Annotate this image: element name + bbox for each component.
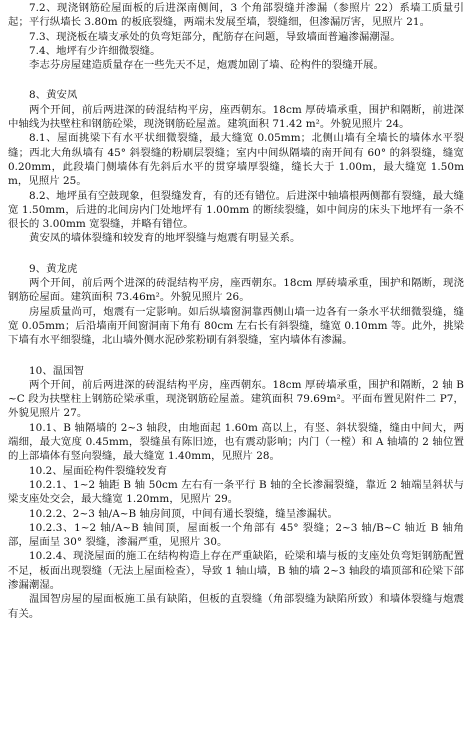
section-heading: 8、黄安凤 [29,89,78,102]
section-gap [8,72,464,88]
paragraph: 李志芬房屋建造质量存在一些先天不足，炮震加剧了墙、砼构件的裂缝开展。 [29,59,384,72]
paragraph: 10.2.4、现浇屋面的施工在结构构造上存在严重缺陷，砼梁和墙与板的支座处负弯矩钢筋配置不足，板面出现裂缝（无法上屋面检查），导致 1 轴山墙，B 轴的墙 2~3 轴段的墙顶部和砼梁下部渗漏潮湿。 [8,550,464,591]
paragraph: 7.4、地坪有少许细微裂缝。 [29,44,161,57]
paragraph: 7.2、现浇钢筋砼屋面板的后进深南侧间，3 个角部裂缝并渗漏（参照片 22）系墙工质量引起；平行纵墙长 3.80m 的板底裂缝，两端未发展至墙，裂缝细，但渗漏厉害，见照片 21。 [8,2,464,29]
paragraph: 两个开间，前后两进深的砖混结构平房，座西朝东。18cm 厚砖墙承重，围护和隔断，2 轴 B~C 段为扶壁柱上钢筋砼梁承重，现浇钢筋砼屋盖。建筑面积 79.69m²。平面布置见附件二 P7，外貌见照片 27。 [8,378,464,420]
paragraph: 7.3、现浇板在墙支承处的负弯矩部分，配筋存在问题，导致墙面普遍渗漏潮湿。 [29,30,401,43]
section-heading: 10、温国智 [29,364,85,377]
paragraph: 10.1、B 轴隔墙的 2~3 轴段，由地面起 1.60m 高以上，有竖、斜状裂缝，缝由中间大，两端细，最大宽度 0.45mm，裂缝虽有陈旧迹，也有震动影响；内门（一樘）和 A 轴墙的 2 轴位置的上部墙体有竖向裂缝，最大缝宽 1.40mm，见照片 28。 [8,421,464,463]
paragraph: 房屋质量尚可，炮震有一定影响。如后纵墙窗洞靠西侧山墙一边各有一条水平状细微裂缝，缝宽 0.05mm；后沿墙南开间窗洞南下角有 80cm 左右长有斜裂缝，缝宽 0.10mm 等。此外，挑梁下墙有水平细裂缝，北山墙外侧水泥砂浆粉刷有斜裂缝，室内墙体有渗漏。 [8,305,464,347]
section-gap [8,246,464,262]
paragraph: 10.2.3、1~2 轴/A~B 轴间顶，屋面板一个角部有 45° 裂缝；2~3 轴/B~C 轴近 B 轴角部，屋面呈 30° 裂缝，渗漏严重，见照片 30。 [8,521,464,549]
paragraph: 10.2.1、1~2 轴距 B 轴 50cm 左右有一条平行 B 轴的全长渗漏裂缝，靠近 2 轴端呈斜状与梁支座处交会，最大缝宽 1.20mm，见照片 29。 [8,478,464,506]
section-gap [8,348,464,364]
paragraph: 10.2、屋面砼构件裂缝较发育 [29,464,168,477]
paragraph: 10.2.2、2~3 轴/A~B 轴房间顶，中间有通长裂缝，缝呈渗漏状。 [29,507,338,520]
paragraph: 8.1、屋面挑梁下有水平状细微裂缝，最大缝宽 0.05mm；北侧山墙有全墙长的墙体水平裂缝；西北大角纵墙有 45° 斜裂缝的粉刷层裂缝；室内中间纵隔墙的南开间有 60° 的斜裂缝，缝宽 0.20mm，此段墙门侧墙体有先斜后水平的贯穿墙厚裂缝，缝长大于 1.00m，最大缝宽 1.50mm，见照片 25。 [8,132,464,188]
paragraph: 黄安凤的墙体裂缝和较发育的地坪裂缝与炮震有明显关系。 [29,232,301,245]
section-heading: 9、黄龙虎 [29,262,78,275]
paragraph: 8.2、地坪虽有空鼓现象，但裂缝发育，有的还有错位。后进深中轴墙根两侧都有裂缝，最大缝宽 1.50mm，后进的北间房内门处地坪有 1.00mm 的断续裂缝，如中间房的床头下地坪有一条不很长的 3.00mm 宽裂缝，并略有错位。 [8,189,464,231]
paragraph: 温国智房屋的屋面板施工虽有缺陷，但板的直裂缝（角部裂缝为缺陷所致）和墙体裂缝与炮震有关。 [8,593,464,620]
paragraph: 两个开间，前后两进深的砖混结构平房，座西朝东。18cm 厚砖墙承重，围护和隔断，前进深中轴线为扶壁柱和钢筋砼梁，现浇钢筋砼屋盖。建筑面积 71.42 m²。外貌见照片 24。 [8,103,464,131]
paragraph: 两个开间，前后两个进深的砖混结构平房，座西朝东。18cm 厚砖墙承重，围护和隔断，现浇钢筋砼屋面。建筑面积 73.46m²。外貌见照片 26。 [8,277,464,304]
